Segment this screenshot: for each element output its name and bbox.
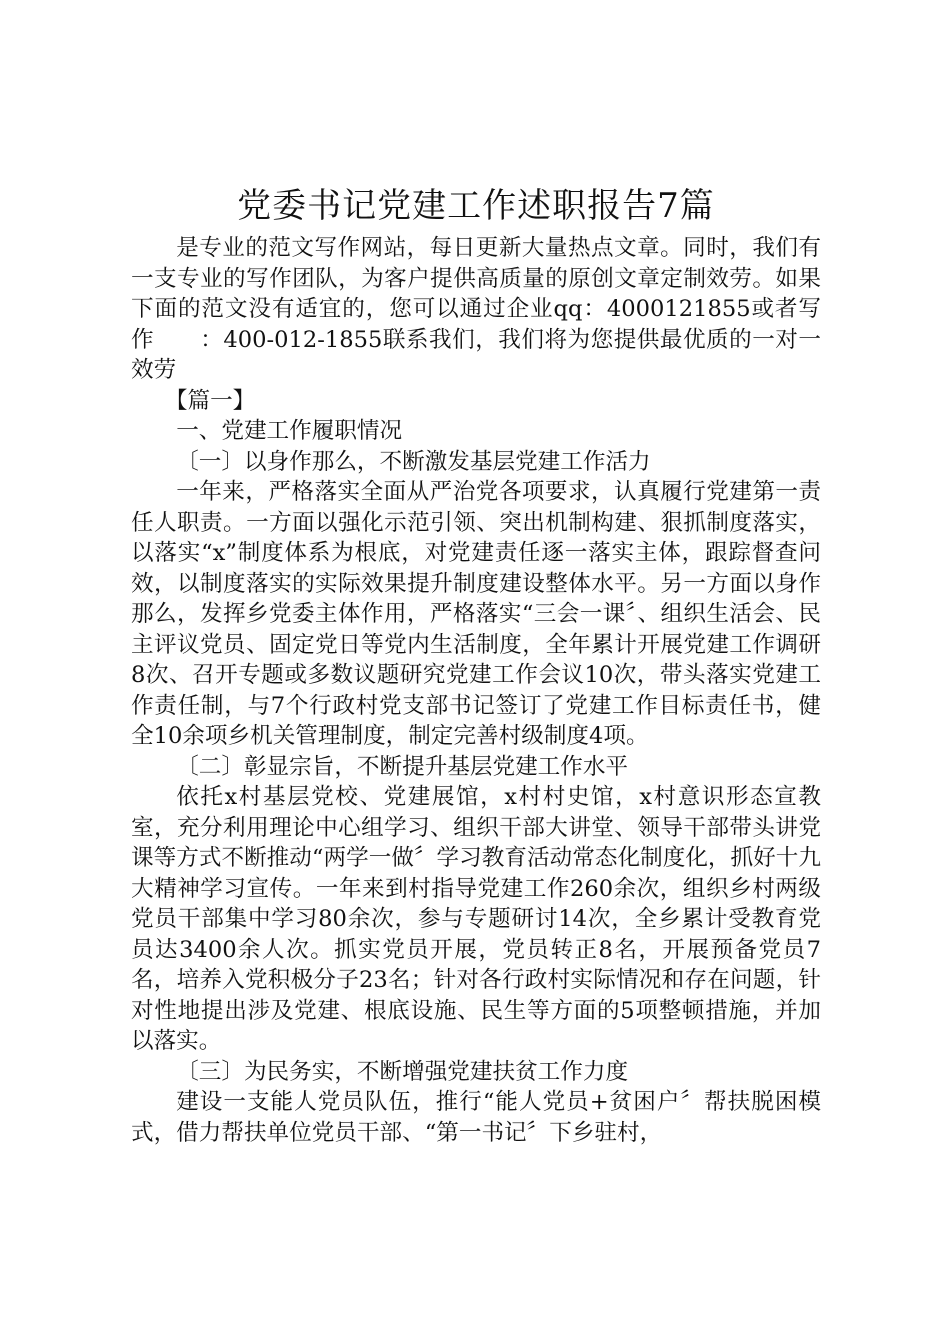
subheading-2: 〔二〕彰显宗旨，不断提升基层党建工作水平 bbox=[176, 753, 629, 780]
heading-1: 一、党建工作履职情况 bbox=[176, 418, 403, 444]
subheading-3: 〔三〕为民务实，不断增强党建扶贫工作力度 bbox=[176, 1058, 629, 1085]
section-label: 【篇一】 bbox=[164, 387, 256, 414]
intro-paragraph: 是专业的范文写作网站，每日更新大量热点文章。同时，我们有一支专业的写作团队，为客户提供高质量的原创文章定制效劳。如果下面的范文没有适宜的，您可以通过企业qq：4000121855或者写作 ：400-012-1855联系我们，我们将为您提供最优质的一对一效劳 bbox=[131, 235, 821, 383]
paragraph-1: 一年来，严格落实全面从严治党各项要求，认真履行党建第一责任人职责。一方面以强化示范引领、突出机制构建、狠抓制度落实，以落实“x”制度体系为根底，对党建责任逐一落实主体，跟踪督查问效，以制度落实的实际效果提升制度建设整体水平。另一方面以身作那么，发挥乡党委主体作用，严格落实“三会一课〞、组织生活会、民主评议党员、固定党日等党内生活制度，全年累计开展党建工作调研8次、召开专题或多数议题研究党建工作会议10次，带头落实党建工作责任制，与7个行政村党支部书记签订了党建工作目标责任书，健全10余项乡机关管理制度，制定完善村级制度4项。 bbox=[131, 479, 821, 749]
document-page bbox=[131, 181, 821, 1148]
subheading-1: 〔一〕以身作那么，不断激发基层党建工作活力 bbox=[176, 448, 651, 475]
paragraph-3: 建设一支能人党员队伍，推行“能人党员+贫困户〞帮扶脱困模式，借力帮扶单位党员干部、“第一书记〞下乡驻村， bbox=[131, 1089, 821, 1146]
document-title: 党委书记党建工作述职报告7篇 bbox=[237, 186, 715, 226]
paragraph-2: 依托x村基层党校、党建展馆，x村村史馆，x村意识形态宣教室，充分利用理论中心组学习、组织干部大讲堂、领导干部带头讲党课等方式不断推动“两学一做〞学习教育活动常态化制度化，抓好十九大精神学习宣传。一年来到村指导党建工作260余次，组织乡村两级党员干部集中学习80余次，参与专题研讨14次，全乡累计受教育党员达3400余人次。抓实党员开展，党员转正8名，开展预备党员7名，培养入党积极分子23名；针对各行政村实际情况和存在问题，针对性地提出涉及党建、根底设施、民生等方面的5项整顿措施，并加以落实。 bbox=[131, 784, 821, 1054]
